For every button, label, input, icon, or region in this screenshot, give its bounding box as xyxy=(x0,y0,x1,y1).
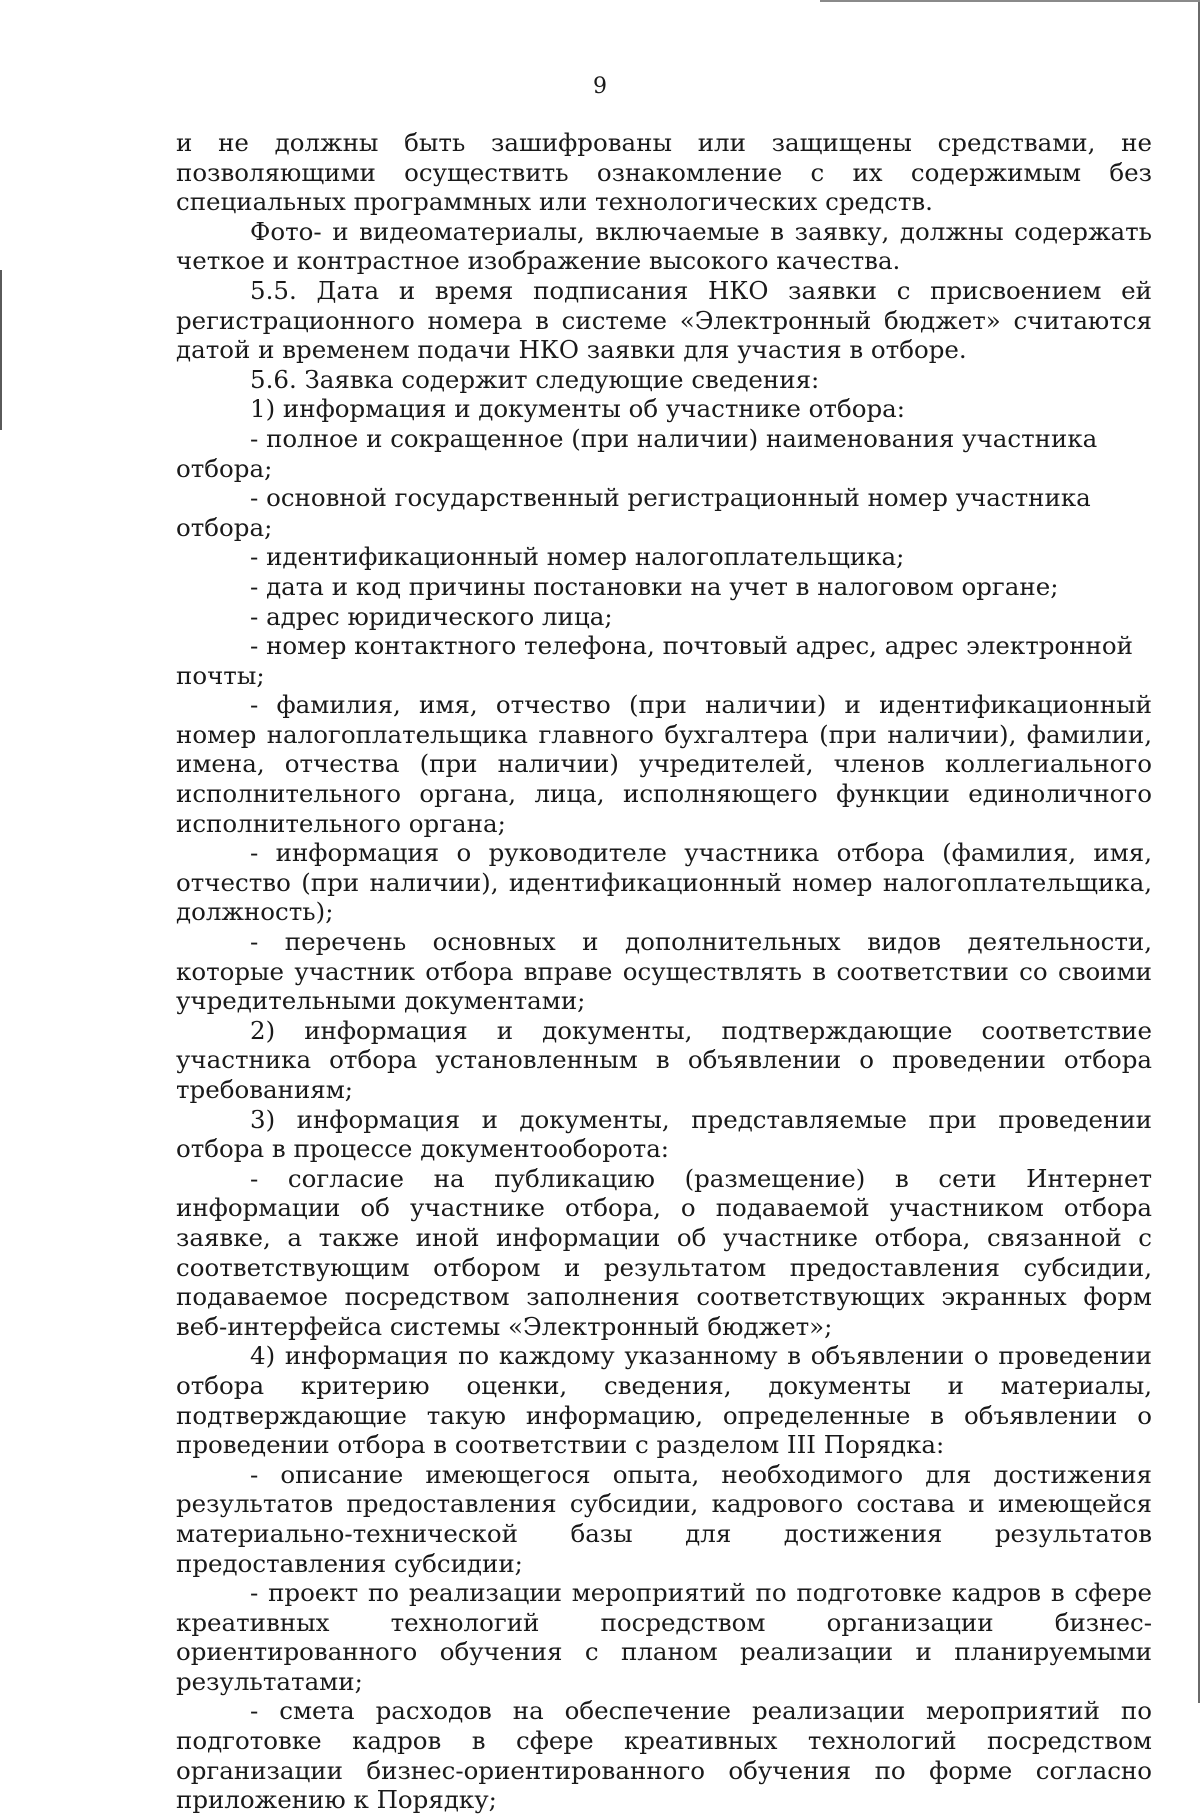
list-item-2: 2) информация и документы, подтверждающие соответствие участника отбора установленным в объявлении о проведении отбора требованиям; xyxy=(176,1015,1152,1104)
list-item-3: 3) информация и документы, представляемые при проведении отбора в процессе документооборота: xyxy=(176,1104,1152,1164)
scan-edge-top xyxy=(820,0,1200,2)
paragraph-photo-video: Фото- и видеоматериалы, включаемые в заявку, должны содержать четкое и контрастное изображение высокого качества. xyxy=(176,216,1152,276)
list-item: - идентификационный номер налогоплательщика; xyxy=(250,542,905,572)
list-item: - основной государственный регистрационный номер участника отбора; xyxy=(176,483,1091,542)
list-item-4: 4) информация по каждому указанному в объявлении о проведении отбора критерию оценки, сведения, документы и материалы, подтверждающие такую информацию, определенные в объявлении о проведении отбора в соответствии с разделом III Порядка: xyxy=(176,1341,1152,1460)
list-item: - информация о руководителе участника отбора (фамилия, имя, отчество (при наличии), идентификационный номер налогоплательщика, должность); xyxy=(176,838,1152,927)
list-item: - номер контактного телефона, почтовый адрес, адрес электронной почты; xyxy=(176,631,1133,690)
paragraph-continuation: и не должны быть зашифрованы или защищены средствами, не позволяющими осуществить ознакомление с их содержимым без специальных программных или технологических средств. xyxy=(176,128,1152,217)
list-item: - проект по реализации мероприятий по подготовке кадров в сфере креативных технологий посредством организации бизнес-ориентированного обучения с планом реализации и планируемыми результатами; xyxy=(176,1578,1152,1696)
list-item-1: 1) информация и документы об участнике отбора: xyxy=(250,394,905,424)
paragraph-5-6: 5.6. Заявка содержит следующие сведения: xyxy=(250,364,820,394)
list-item: - полное и сокращенное (при наличии) наименования участника отбора; xyxy=(176,423,1098,483)
list-item: - перечень основных и дополнительных видов деятельности, которые участник отбора вправе осуществлять в соответствии со своими учредительными документами; xyxy=(176,927,1152,1016)
page-number: 9 xyxy=(593,74,607,99)
paragraph-5-5: 5.5. Дата и время подписания НКО заявки с присвоением ей регистрационного номера в системе «Электронный бюджет» считаются датой и временем подачи НКО заявки для участия в отборе. xyxy=(176,275,1152,365)
list-item: - описание имеющегося опыта, необходимого для достижения результатов предоставления субсидии, кадрового состава и имеющейся материально-технической базы для достижения результатов предоставления субсидии; xyxy=(176,1459,1152,1578)
scan-edge-left xyxy=(0,270,2,430)
list-item: - дата и код причины постановки на учет в налоговом органе; xyxy=(250,571,1059,601)
list-item: - фамилия, имя, отчество (при наличии) и идентификационный номер налогоплательщика главного бухгалтера (при наличии), фамилии, имена, отчества (при наличии) учредителей, членов коллегиального исполнительного органа, лица, исполняющего функции единоличного исполнительного органа; xyxy=(176,690,1152,838)
list-item: - смета расходов на обеспечение реализации мероприятий по подготовке кадров в сфере креативных технологий посредством организации бизнес-ориентированного обучения по форме согласно приложению к Порядку; xyxy=(176,1696,1152,1815)
list-item: - адрес юридического лица; xyxy=(250,601,613,631)
document-body xyxy=(176,128,1152,1815)
list-item: - согласие на публикацию (размещение) в сети Интернет информации об участнике отбора, о подаваемой участником отбора заявке, а также иной информации об участнике отбора, связанной с соответствующим отбором и результатом предоставления субсидии, подаваемое посредством заполнения соответствующих экранных форм веб-интерфейса системы «Электронный бюджет»; xyxy=(176,1163,1152,1341)
